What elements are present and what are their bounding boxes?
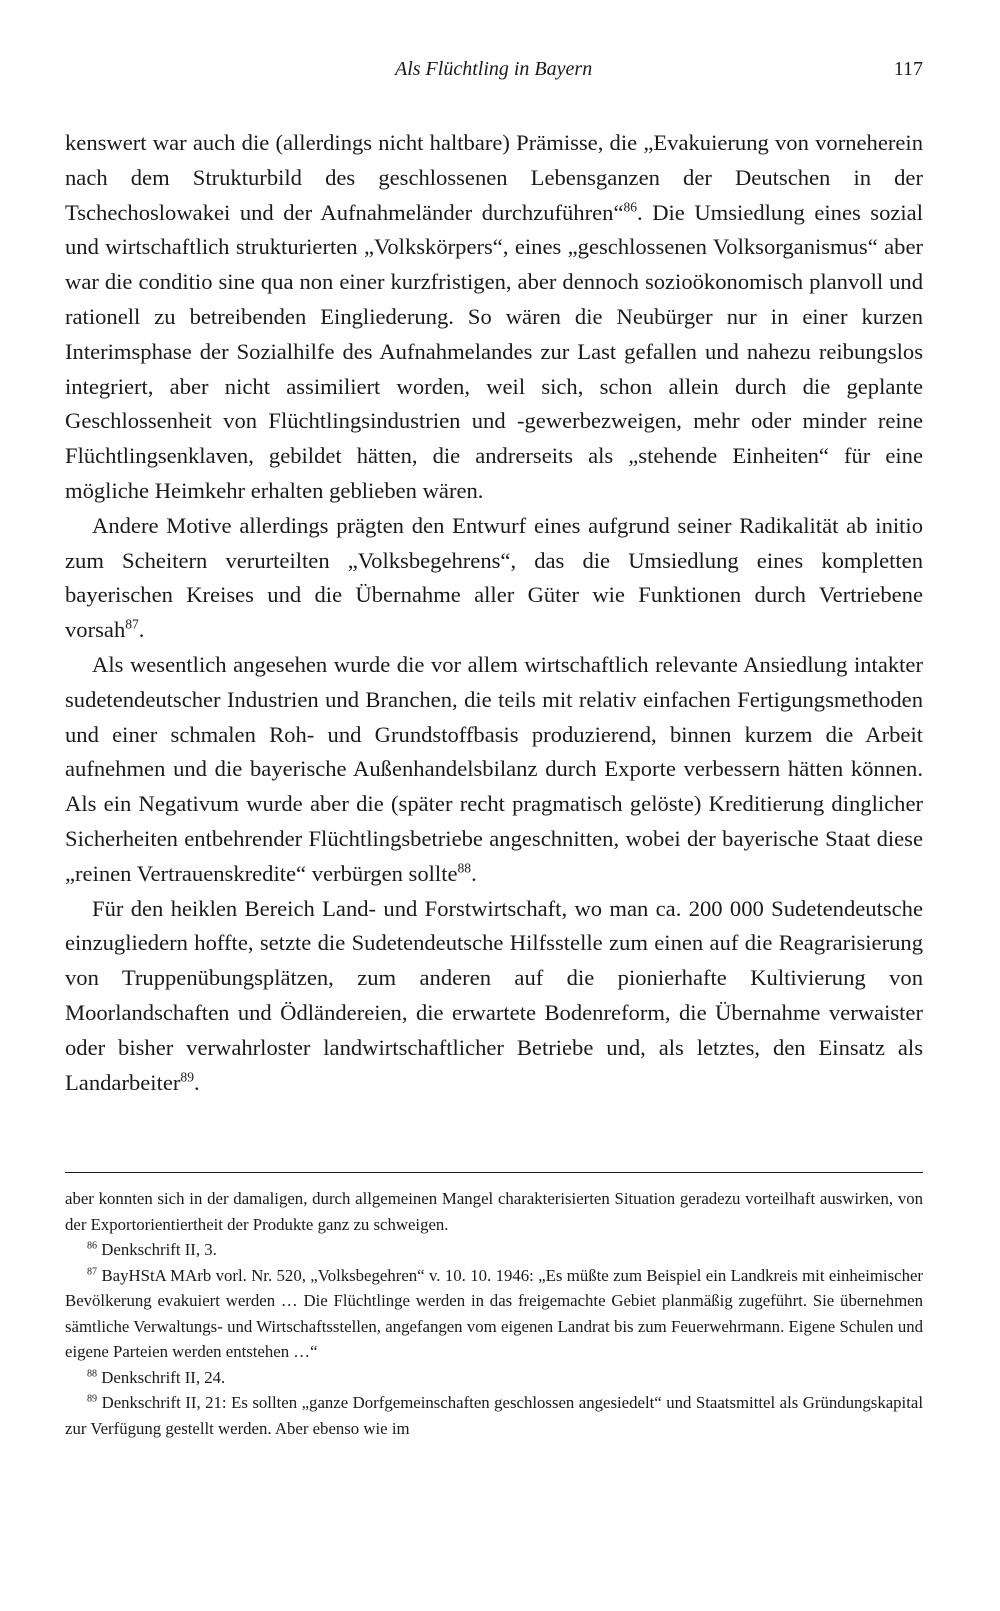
footnote-number: 87	[87, 1265, 98, 1277]
main-text	[65, 126, 923, 1100]
footnote-number: 88	[87, 1367, 98, 1379]
footnote-text: BayHStA MArb vorl. Nr. 520, „Volksbegehren“ v. 10. 10. 1946: „Es müßte zum Beispiel ein Landkreis mit einheimischer Bevölkerung evakuiert werden … Die Flüchtlinge werden in das freigemachte Gebiet planmäßig zugeführt. Sie übernehmen sämtliche Verwaltungs- und Wirtschaftsstellen, angefangen vom eigenen Landrat bis zum Feuerwehrmann. Eigene Schulen und eigene Parteien werden entstehen …“	[65, 1265, 923, 1361]
footnote-ref-89: 89	[180, 1068, 194, 1084]
footnote-text: Denkschrift II, 24.	[101, 1367, 226, 1387]
paragraph-3	[65, 648, 923, 892]
paragraph-1-text-b: . Die Umsiedlung eines sozial und wirtschaftlich strukturierten „Volkskörpers“, eines „geschlossenen Volksorganismus“ aber war die conditio sine qua non einer kurzfristigen, aber dennoch sozioökonomisch planvoll und rationell zu betreibenden Eingliederung. So wären die Neubürger nur in einer kurzen Interimsphase der Sozialhilfe des Aufnahmelandes zur Last gefallen und nahezu reibungslos integriert, aber nicht assimiliert worden, weil sich, schon allein durch die geplante Geschlossenheit von Flüchtlingsindustrien und -gewerbezweigen, mehr oder minder reine Flüchtlingsenklaven, gebildet hätten, die andrerseits als „stehende Einheiten“ für eine mögliche Heimkehr erhalten geblieben wären.	[65, 199, 923, 503]
paragraph-3-text-b: .	[471, 860, 477, 886]
footnote-87	[65, 1263, 923, 1365]
paragraph-3-text-a: Als wesentlich angesehen wurde die vor allem wirtschaftlich relevante Ansiedlung intakter sudetendeutscher Industrien und Branchen, die teils mit relativ einfachen Fertigungsmethoden und einer schmalen Roh- und Grundstoffbasis produzierend, binnen kurzem die Arbeit aufnehmen und die bayerische Außenhandelsbilanz durch Exporte verbessern hätten können. Als ein Negativum wurde aber die (später recht pragmatisch gelöste) Kreditierung dinglicher Sicherheiten entbehrender Flüchtlingsbetriebe angeschnitten, wobei der bayerische Staat diese „reinen Vertrauenskredite“ verbürgen sollte	[65, 651, 923, 886]
footnote-89	[65, 1390, 923, 1441]
footnote-text: Denkschrift II, 3.	[101, 1240, 217, 1259]
footnote-88	[65, 1365, 923, 1391]
paragraph-4-text-b: .	[193, 1069, 200, 1095]
footnote-number: 86	[87, 1240, 98, 1252]
paragraph-1-text-a: kenswert war auch die (allerdings nicht haltbare) Prämisse, die „Evakuierung von vorneherein nach dem Strukturbild des geschlossenen Lebensganzen der Deutschen in der Tschechoslowakei und der Aufnahmeländer durchzuführen“	[65, 130, 923, 225]
footnotes	[65, 1186, 923, 1441]
paragraph-1	[65, 126, 923, 509]
paragraph-2-text-a: Andere Motive allerdings prägten den Entwurf eines aufgrund seiner Radikalität ab initio zum Scheitern verurteilten „Volksbegehrens“, das die Umsiedlung eines kompletten bayerischen Kreises und die Übernahme aller Güter wie Funktionen durch Vertriebene vorsah	[65, 512, 923, 643]
footnote-number: 89	[87, 1393, 98, 1405]
paragraph-4	[65, 892, 923, 1101]
footnote-divider	[65, 1172, 923, 1173]
footnote-continuation: aber konnten sich in der damaligen, durch allgemeinen Mangel charakterisierten Situation geradezu vorteilhaft auswirken, von der Exportorientiertheit der Produkte ganz zu schweigen.	[65, 1189, 923, 1234]
footnote-ref-87: 87	[125, 616, 139, 632]
paragraph-4-text-a: Für den heiklen Bereich Land- und Forstwirtschaft, wo man ca. 200 000 Sudetendeutsche einzugliedern hoffte, setzte die Sudetendeutsche Hilfsstelle zum einen auf die Reagrarisierung von Truppenübungsplätzen, zum anderen auf die pionierhafte Kultivierung von Moorlandschaften und Ödländereien, die erwartete Bodenreform, die Übernahme verwaister oder bisher verwahrloster landwirtschaftlicher Betriebe und, als letztes, den Einsatz als Landarbeiter	[65, 895, 923, 1095]
footnote-ref-86: 86	[623, 199, 638, 215]
page-number: 117	[893, 58, 923, 80]
page-header	[65, 58, 923, 88]
paragraph-2	[65, 509, 923, 648]
footnote-text: Denkschrift II, 21: Es sollten „ganze Dorfgemeinschaften geschlossen angesiedelt“ und Staatsmittel als Gründungskapital zur Verfügung gestellt werden. Aber ebenso wie im	[65, 1393, 923, 1438]
footnote-ref-88: 88	[457, 860, 472, 876]
footnote-86	[65, 1237, 923, 1263]
paragraph-2-text-b: .	[138, 617, 145, 643]
running-title: Als Flüchtling in Bayern	[395, 58, 593, 80]
